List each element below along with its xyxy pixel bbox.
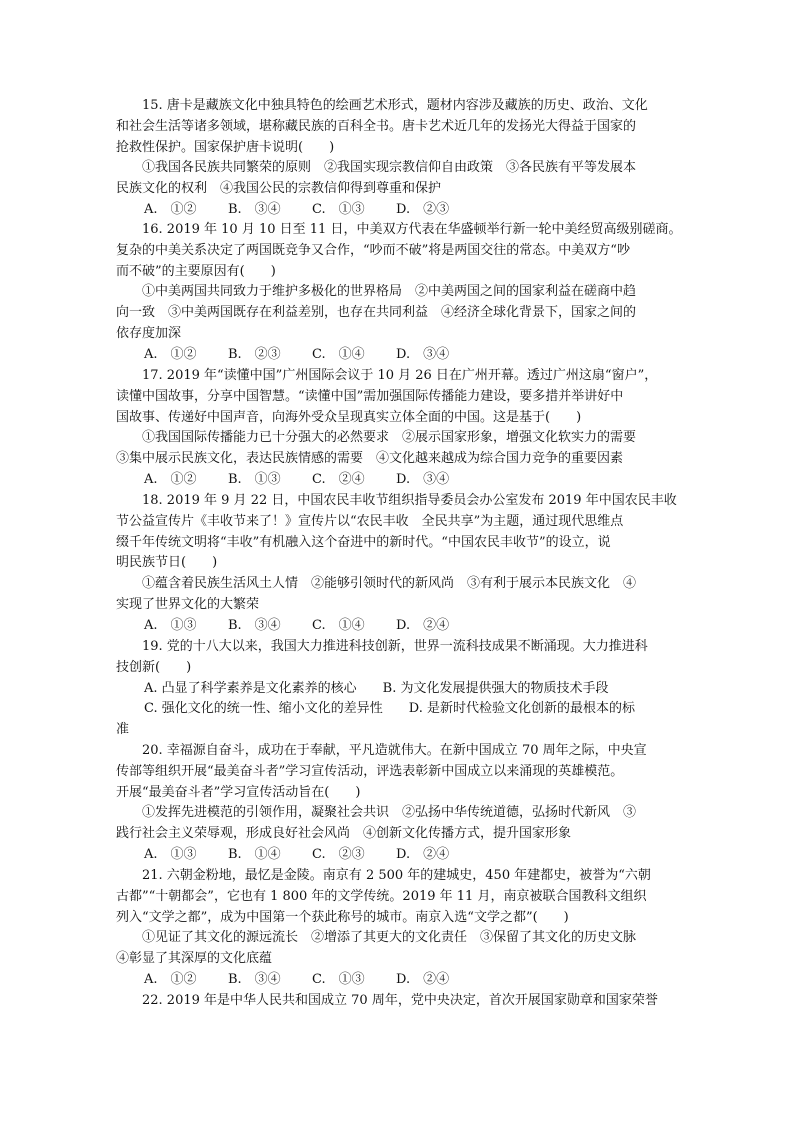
option-b[interactable]: B. ①③ bbox=[228, 471, 281, 487]
question-stem: 读懂中国故事，分享中国智慧。“读懂中国”需加强国际传播能力建设，要多措并举讲好中 bbox=[116, 388, 624, 404]
question-statements: 向一致 ③中美两国既存在利益差别，也存在共同利益 ④经济全球化背景下，国家之间的 bbox=[116, 305, 637, 321]
question-17 bbox=[116, 366, 684, 491]
answer-options-ab[interactable]: A. 凸显了科学素养是文化素养的核心 B. 为文化发展提供强大的物质技术手段 bbox=[144, 680, 609, 696]
option-b[interactable]: B. ①④ bbox=[228, 846, 281, 862]
option-d[interactable]: D. ②④ bbox=[396, 971, 450, 987]
question-15 bbox=[116, 96, 684, 221]
option-b[interactable]: B. ②③ bbox=[228, 346, 281, 362]
question-stem: 传部等组织开展“最美奋斗者”学习宣传活动，评选表彰新中国成立以来涌现的英雄模范。 bbox=[116, 763, 624, 779]
question-statements: 民族文化的权利 ④我国公民的宗教信仰得到尊重和保护 bbox=[116, 181, 442, 197]
answer-options-cd[interactable]: C. 强化文化的统一性、缩小文化的差异性 D. 是新时代检验文化创新的最根本的标 bbox=[144, 701, 635, 717]
question-stem: 21. 六朝金粉地，最忆是金陵。南京有 2 500 年的建城史，450 年建都史，被誉为“六朝 bbox=[142, 868, 651, 883]
question-stem: 22. 2019 年是中华人民共和国成立 70 周年，党中央决定，首次开展国家勋章和国家荣誉 bbox=[142, 993, 658, 1008]
option-a[interactable]: A. ①③ bbox=[144, 617, 197, 633]
question-stem: 而不破”的主要原因有( ) bbox=[116, 263, 276, 279]
answer-options bbox=[116, 970, 684, 991]
question-statements: ①蕴含着民族生活风土人情 ②能够引领时代的新风尚 ③有利于展示本民族文化 ④ bbox=[142, 576, 637, 592]
option-c[interactable]: C. ②④ bbox=[312, 471, 365, 487]
question-stem: 和社会生活等诸多领域，堪称藏民族的百科全书。唐卡艺术近几年的发扬光大得益于国家的 bbox=[116, 118, 637, 134]
option-a[interactable]: A. ①② bbox=[144, 471, 197, 487]
question-16 bbox=[116, 220, 684, 366]
option-c[interactable]: C. ①④ bbox=[312, 617, 365, 633]
option-d[interactable]: D. ②③ bbox=[396, 201, 450, 217]
question-stem: 古都”“十朝都会”，它也有 1 800 年的文学传统。2019 年 11 月，南京被联合国教科文组织 bbox=[116, 888, 647, 904]
question-statements: 实现了世界文化的大繁荣 bbox=[116, 596, 260, 612]
option-b[interactable]: B. ③④ bbox=[228, 201, 281, 217]
question-stem: 18. 2019 年 9 月 22 日，中国农民丰收节组织指导委员会办公室发布 2019 年中国农民丰收 bbox=[142, 493, 677, 508]
answer-option-continuation: 准 bbox=[116, 722, 130, 738]
question-statements: ①见证了其文化的源远流长 ②增添了其更大的文化责任 ③保留了其文化的历史文脉 bbox=[142, 930, 637, 946]
question-stem: 缀千年传统文明将“丰收”有机融入这个奋进中的新时代。“中国农民丰收节”的设立，说 bbox=[116, 534, 611, 550]
question-statements: 依存度加深 bbox=[116, 325, 182, 341]
option-a[interactable]: A. ①② bbox=[144, 971, 197, 987]
option-c[interactable]: C. ①③ bbox=[312, 971, 365, 987]
option-c[interactable]: C. ①④ bbox=[312, 346, 365, 362]
option-a[interactable]: A. ①② bbox=[144, 201, 197, 217]
answer-options bbox=[116, 200, 684, 221]
option-c[interactable]: C. ②③ bbox=[312, 846, 365, 862]
option-d[interactable]: D. ②④ bbox=[396, 617, 450, 633]
question-21 bbox=[116, 866, 684, 991]
question-20 bbox=[116, 741, 684, 866]
question-18 bbox=[116, 491, 684, 637]
answer-options bbox=[116, 470, 684, 491]
question-22 bbox=[116, 991, 684, 1012]
answer-options bbox=[116, 845, 684, 866]
option-d[interactable]: D. ③④ bbox=[396, 471, 450, 487]
question-stem: 15. 唐卡是藏族文化中独具特色的绘画艺术形式，题材内容涉及藏族的历史、政治、文化 bbox=[142, 98, 648, 113]
option-a[interactable]: A. ①③ bbox=[144, 846, 197, 862]
question-stem: 节公益宣传片《丰收节来了！》宣传片以“农民丰收 全民共享”为主题，通过现代思维点 bbox=[116, 513, 624, 529]
option-d[interactable]: D. ③④ bbox=[396, 346, 450, 362]
question-statements: ①中美两国共同致力于维护多极化的世界格局 ②中美两国之间的国家利益在磋商中趋 bbox=[142, 284, 637, 300]
answer-options bbox=[116, 616, 684, 637]
question-19 bbox=[116, 637, 684, 741]
question-statements: ④彰显了其深厚的文化底蕴 bbox=[116, 951, 273, 967]
question-stem: 20. 幸福源自奋斗，成功在于奉献，平凡造就伟大。在新中国成立 70 周年之际，中央宣 bbox=[142, 743, 647, 758]
question-stem: 16. 2019 年 10 月 10 日至 11 日，中美双方代表在华盛顿举行新一轮中美经贸高级别磋商。 bbox=[142, 222, 682, 237]
option-c[interactable]: C. ①③ bbox=[312, 201, 365, 217]
question-statements: ①我国国际传播能力已十分强大的必然要求 ②展示国家形象，增强文化软实力的需要 bbox=[142, 430, 637, 446]
question-stem: 开展“最美奋斗者”学习宣传活动旨在( ) bbox=[116, 784, 361, 800]
question-stem: 国故事、传递好中国声音，向海外受众呈现真实立体全面的中国。这是基于( ) bbox=[116, 409, 582, 425]
option-b[interactable]: B. ③④ bbox=[228, 971, 281, 987]
question-statements: ①我国各民族共同繁荣的原则 ②我国实现宗教信仰自由政策 ③各民族有平等发展本 bbox=[142, 160, 637, 176]
question-stem: 技创新( ) bbox=[116, 659, 192, 675]
question-stem: 明民族节日( ) bbox=[116, 555, 218, 571]
question-stem: 列入“文学之都”，成为中国第一个获此称号的城市。南京入选“文学之都”( ) bbox=[116, 909, 569, 925]
question-stem: 19. 党的十八大以来，我国大力推进科技创新，世界一流科技成果不断涌现。大力推进科 bbox=[142, 639, 648, 654]
question-stem: 17. 2019 年“读懂中国”广州国际会议于 10 月 26 日在广州开幕。透过广州这扇“窗户”， bbox=[142, 368, 658, 383]
option-b[interactable]: B. ③④ bbox=[228, 617, 281, 633]
question-statements: ①发挥先进模范的引领作用，凝聚社会共识 ②弘扬中华传统道德，弘扬时代新风 ③ bbox=[142, 805, 637, 821]
question-statements: 践行社会主义荣辱观，形成良好社会风尚 ④创新文化传播方式，提升国家形象 bbox=[116, 826, 572, 842]
answer-options bbox=[116, 345, 684, 366]
question-statements: ③集中展示民族文化，表达民族情感的需要 ④文化越来越成为综合国力竞争的重要因素 bbox=[116, 451, 624, 467]
option-a[interactable]: A. ①② bbox=[144, 346, 197, 362]
question-stem: 抢救性保护。国家保护唐卡说明( ) bbox=[116, 139, 335, 155]
question-stem: 复杂的中美关系决定了两国既竞争又合作，“吵而不破”将是两国交往的常态。中美双方“吵 bbox=[116, 242, 630, 258]
option-d[interactable]: D. ②④ bbox=[396, 846, 450, 862]
